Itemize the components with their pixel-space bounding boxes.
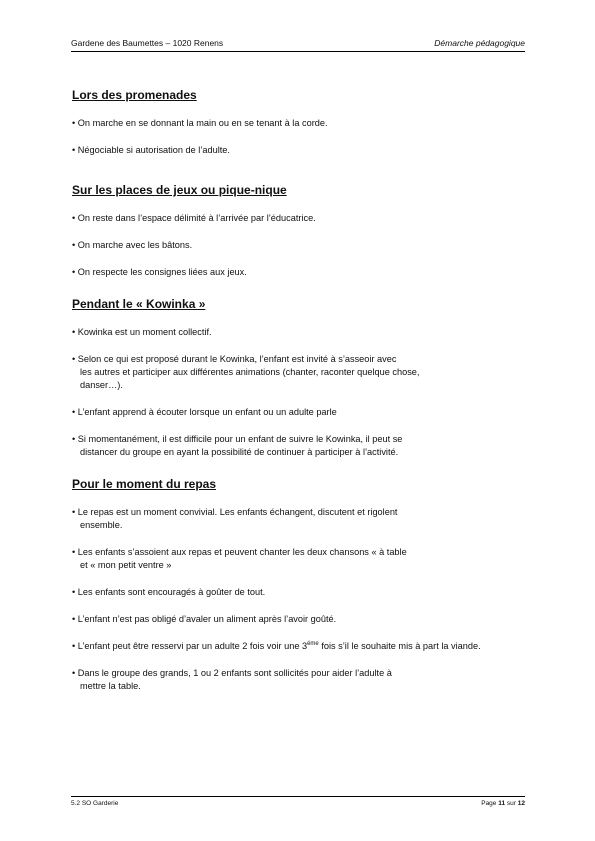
list-item: • Selon ce qui est proposé durant le Kowinka, l’enfant est invité à s’asseoir avec les autres et participer aux différentes animations (chanter, raconter quelque chose, danser…). [72,354,420,390]
superscript: éme [307,640,319,647]
page-number [481,800,525,807]
section-items [72,506,525,693]
section-title: Pendant le « Kowinka » [72,297,206,311]
list-item: • Si momentanément, il est difficile pour un enfant de suivre le Kowinka, il peut se distancer du groupe en ayant la possibilité de continuer à participer à l’activité. [72,434,403,457]
list-item: • L’enfant n’est pas obligé d’avaler un aliment après l’avoir goûté. [72,614,337,624]
section-items [72,117,525,157]
list-item: • L’enfant apprend à écouter lorsque un enfant ou un adulte parle [72,407,337,417]
section-places-de-jeux [72,183,525,279]
list-item: • Les enfants sont encouragés à goûter de tout. [72,587,266,597]
section-items [72,326,525,459]
list-item: • On reste dans l’espace délimité à l’arrivée par l’éducatrice. [72,213,316,223]
page-header [71,38,525,52]
list-item: • Les enfants s’assoient aux repas et peuvent chanter les deux chansons « à table et « mon petit ventre » [72,547,407,570]
section-title: Lors des promenades [72,88,197,102]
footer-left-text: 5.2 SO Garderie [71,800,119,807]
list-item: • Kowinka est un moment collectif. [72,327,212,337]
header-right-text: Démarche pédagogique [434,38,525,48]
section-promenades [72,88,525,157]
list-item: • Le repas est un moment convivial. Les enfants échangent, discutent et rigolent ensemble. [72,507,398,530]
page-footer [71,796,525,807]
header-left-text: Gardene des Baumettes – 1020 Renens [71,38,224,48]
page-prefix: Page [481,800,499,807]
list-item: • Négociable si autorisation de l’adulte. [72,145,230,155]
list-item: • On marche avec les bâtons. [72,240,193,250]
item-text: • L’enfant peut être resservi par un adulte 2 fois voir une 3 [72,641,308,651]
list-item: • On respecte les consignes liées aux jeux. [72,267,247,277]
list-item [72,640,525,653]
page-current: 11 [498,800,506,807]
section-kowinka [72,297,525,459]
document-body [72,88,525,707]
list-item: • On marche en se donnant la main ou en se tenant à la corde. [72,118,328,128]
section-title: Pour le moment du repas [72,477,217,491]
section-items [72,212,525,279]
list-item: • Dans le groupe des grands, 1 ou 2 enfants sont sollicités pour aider l’adulte à mettre la table. [72,668,392,691]
section-title: Sur les places de jeux ou pique-nique [72,183,287,197]
section-repas [72,477,525,693]
item-text: fois s’il le souhaite mis à part la viande. [318,641,481,651]
page-total: 12 [517,800,525,807]
page-sep: sur [505,800,518,807]
